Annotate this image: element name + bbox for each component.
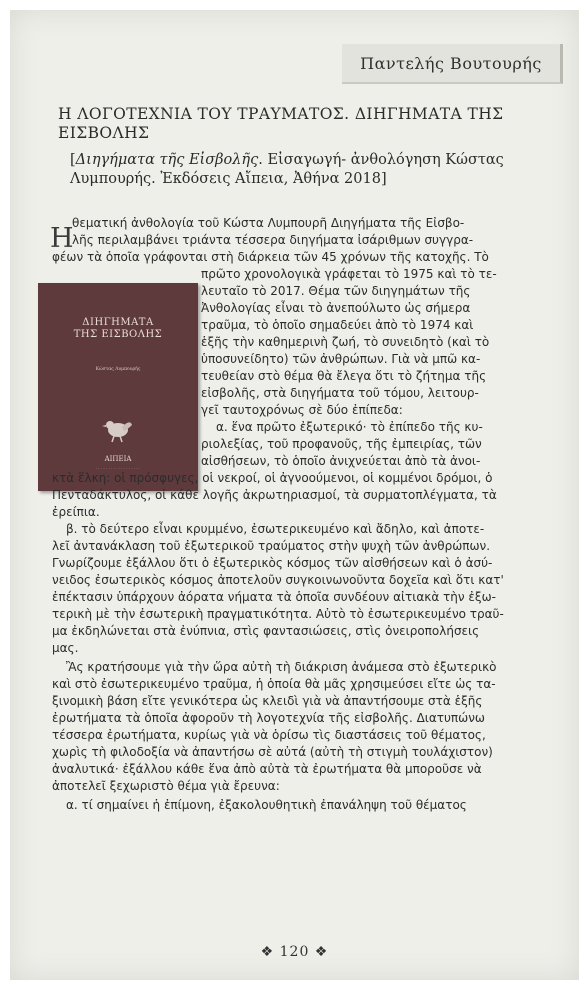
text-line: ξινομικὴ βάση εἴτε γενικότερα ὡς κλειδὶ γιὰ νὰ ἀπαντήσουμε στὰ ἑξῆς (52, 694, 483, 708)
text-line: λῆς περιλαμβάνει τριάντα τέσσερα διηγήματα ἰσάριθμων συγγρα- (72, 233, 474, 247)
text-line: Γνωρίζουμε ἐξάλλου ὅτι ὁ ἐξωτερικὸς κόσμος τῶν αἰσθήσεων καὶ ὁ ἀσύ- (52, 556, 493, 570)
text-line: ἀναλυτικά· ἐξάλλου κάθε ἕνα ἀπὸ αὐτὰ τὰ ἐρωτήματα θὰ μποροῦσε νὰ (52, 762, 482, 776)
text-line: Ἂς κρατήσουμε γιὰ τὴν ὥρα αὐτὴ τὴ διάκριση ἀνάμεσα στὸ ἐξωτερικὸ (66, 660, 497, 674)
cover-title: ΔΙΗΓΗΜΑΤΑ ΤΗΣ ΕΙΣΒΟΛΗΣ (73, 317, 163, 340)
text-line: α. ἕνα πρῶτο ἐξωτερικό· τὸ ἐπίπεδο τῆς κυ- (216, 420, 483, 434)
text-line: πρῶτο χρονολογικὰ γράφεται τὸ 1975 καὶ τὸ τε- (201, 267, 497, 281)
text-line: αἰσθήσεων, τὸ ὁποῖο ἀνιχνεύεται ἀπὸ τὰ ἀνοι- (201, 454, 481, 468)
text-line: τευθείαν στὸ θέμα θὰ ἔλεγα ὅτι τὸ ζήτημα τῆς (201, 369, 487, 383)
text-line: τέσσερα ἐρωτήματα, κυρίως γιὰ νὰ ὁρίσω τὶς διαστάσεις τοῦ θέματος, (52, 728, 486, 742)
book-page (10, 10, 579, 980)
text-line: λευταῖο τὸ 2017. Θέμα τῶν διηγημάτων τῆς (201, 284, 471, 298)
book-title-italic: Διηγήματα τῆς Εἰσβολῆς (75, 152, 259, 168)
text-line: ἐρείπια. (52, 505, 100, 519)
text-line: χωρὶς τὴ φιλοδοξία νὰ ἀπαντήσω σὲ αὐτά (αὐτὴ τὴ στιγμὴ τουλάχιστον) (52, 745, 493, 759)
text-line: Ἀνθολογίας εἶναι τὸ ἀνεπούλωτο ὡς σήμερα (201, 301, 471, 315)
text-line: καὶ στὸ ἐσωτερικευμένο τραῦμα, ἡ ὁποία θὰ μᾶς χρησιμεύσει εἴτε ὡς τα- (52, 677, 496, 691)
text-line: ἀποτελεῖ ξεχωριστὸ θέμα γιὰ ἔρευνα: (52, 779, 280, 793)
text-line: ὑποσυνείδητο) τῶν ἀνθρώπων. Γιὰ νὰ μπῶ κα- (201, 352, 481, 366)
text-line: μας. (52, 641, 79, 655)
bird-emblem-icon (102, 415, 132, 443)
text-line: Πενταδάκτυλος, οἱ κάθε λογῆς ἀκρωτηριασμοί, τὰ συρματοπλέγματα, τὰ (52, 488, 497, 502)
text-line: ἑξῆς τὴν καθημερινὴ ζωή, τὸ συνειδητὸ (καὶ τὸ (201, 335, 490, 349)
text-line: ριολεξίας, τοῦ προφανοῦς, τῆς ἐμπειρίας, τῶν (201, 437, 482, 451)
text-line: φέων τὰ ὁποῖα γράφονται στὴ διάρκεια τῶν 45 χρόνων τῆς κατοχῆς. Τὸ (52, 250, 489, 264)
cover-author: Κώστας Λυμπουρής (95, 367, 141, 372)
running-header-author: Παντελής Βουτουρής (360, 53, 542, 73)
text-line: ἐπέκτασιν ὑπάρχουν ἀόρατα νήματα τὰ ὁποῖα συνδέουν αἰτιακὰ τὴν ἐξω- (52, 590, 496, 604)
text-line: εἰσβολῆς, στὰ διηγήματα τοῦ τόμου, λειτουρ- (201, 386, 479, 400)
text-line: ἐρωτήματα τὰ ὁποῖα ἀφοροῦν τὴ λογοτεχνία τῆς εἰσβολῆς. Διατυπώνω (52, 711, 485, 725)
cover-publisher-line: · · · · · · · · · · · · · · · · · · (95, 466, 141, 471)
text-line: λεῖ ἀντανάκλαση τοῦ ἐξωτερικοῦ τραύματος στὴν ψυχὴ τῶν ἀνθρώπων. (52, 539, 491, 553)
book-cover-image (38, 283, 198, 491)
drop-cap: Η (50, 223, 74, 254)
text-line: τερικὴ μὲ τὴν ἐσωτερικὴ πραγματικότητα. Αὐτὸ τὸ ἐσωτερικευμένο τραῦ- (52, 607, 504, 621)
review-title: Η ΛΟΓΟΤΕΧΝΙΑ ΤΟΥ ΤΡΑΥΜΑΤΟΣ. ΔΙΗΓΗΜΑΤΑ ΤΗΣ ΕΙΣΒΟΛΗΣ (58, 105, 504, 142)
cover-publisher: ΑΙΠΕΙΑ (104, 455, 132, 463)
text-line: β. τὸ δεύτερο εἶναι κρυμμένο, ἐσωτερικευμένο καὶ ἄδηλο, καὶ ἀποτε- (66, 522, 485, 536)
text-line: γεῖ ταυτοχρόνως σὲ δύο ἐπίπεδα: (201, 403, 403, 417)
running-header (342, 44, 563, 84)
text-line: κτὰ ἕλκη: οἱ πρόσφυγες, οἱ νεκροί, οἱ ἀγνοούμενοι, οἱ κομμένοι δρόμοι, ὁ (52, 471, 493, 485)
text-line: τραῦμα, τὸ ὁποῖο σημαδεύει ἀπὸ τὸ 1974 καὶ (201, 318, 474, 332)
page-number: ❖ 120 ❖ (260, 944, 329, 960)
text-line: μα ἐκδηλώνεται στὰ ἐνύπνια, στὶς φαντασιώσεις, στὶς ὀνειροπολήσεις (52, 624, 480, 638)
text-line: α. τί σημαίνει ἡ ἐπίμονη, ἐξακολουθητικὴ ἐπανάληψη τοῦ θέματος (66, 798, 467, 812)
text-line: θεματική ἀνθολογία τοῦ Κώστα Λυμπουρῆ Διηγήματα τῆς Εἰσβο- (72, 216, 465, 230)
text-line: νειδος ἐσωτερικὸς κόσμος ἀποτελοῦν συγκοινωνοῦντα δοχεῖα καὶ ὅτι κατ' (52, 573, 504, 587)
bibliographic-note: [Διηγήματα τῆς Εἰσβολῆς. Εἰσαγωγή- ἀνθολόγηση Κώστας Λυμπουρής. Ἐκδόσεις Αἴπεια, Ἀθήνα 2018] (70, 152, 504, 187)
